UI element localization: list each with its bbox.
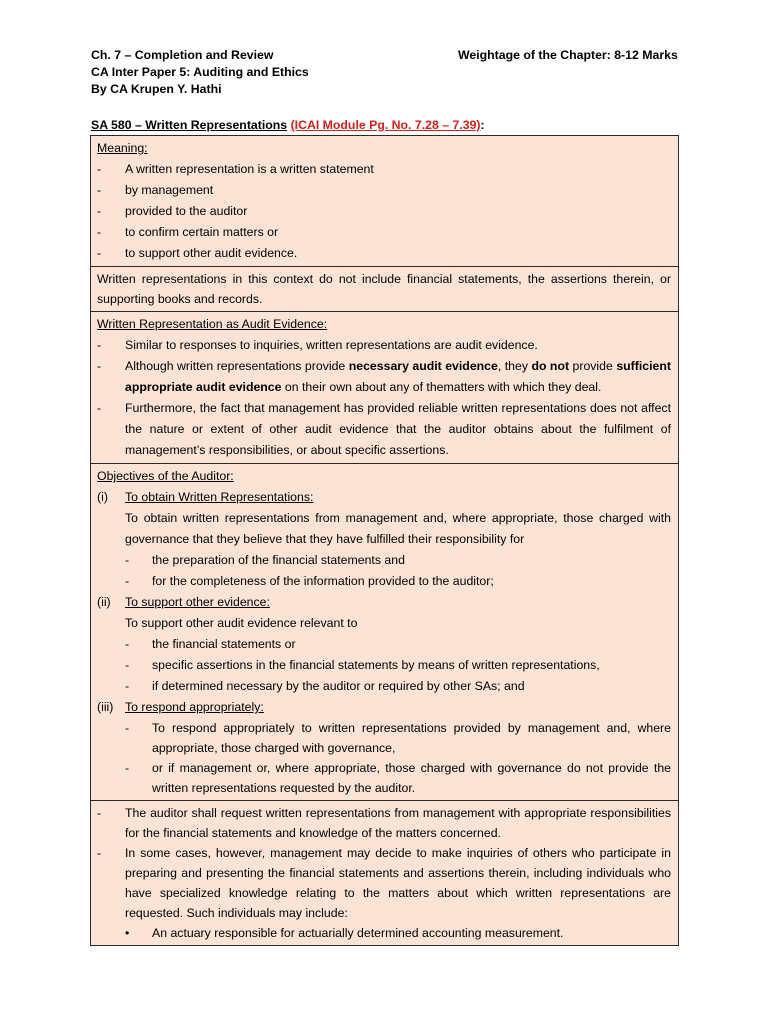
sub-item: - specific assertions in the financial statements by means of written representations,	[97, 655, 671, 676]
list-item: - provided to the auditor	[97, 201, 671, 222]
dash-marker: -	[97, 846, 102, 860]
paper-title: CA Inter Paper 5: Auditing and Ethics	[91, 65, 309, 79]
roman-numeral: (iii)	[97, 700, 114, 714]
dash-marker: -	[97, 338, 102, 352]
content-table	[90, 135, 679, 946]
section-title	[91, 117, 485, 134]
audit-evidence-heading: Written Representation as Audit Evidence:	[97, 317, 328, 331]
dash-marker: -	[97, 204, 102, 218]
author: By CA Krupen Y. Hathi	[91, 82, 222, 96]
dash-marker: -	[97, 806, 102, 820]
dash-marker: -	[97, 225, 102, 239]
objective-text: To obtain written representations from management and, where appropriate, those charged with governance that they believe that they have fulfilled their responsibility for	[125, 511, 671, 546]
dash-marker: -	[125, 574, 130, 588]
exclusion-cell	[91, 267, 679, 312]
section-title-colon: :	[480, 118, 485, 132]
audit-evidence-cell	[91, 312, 679, 464]
list-item: - In some cases, however, management may decide to make inquiries of others who participate in preparing and presenting the financial statements and assertions therein, including individuals who have specialized knowledge relating to the matters about which written representations are requested. Such individuals may include:	[97, 843, 671, 923]
dash-marker: -	[97, 401, 102, 415]
page-header-right	[458, 47, 678, 64]
objective-text: To support other audit evidence relevant to	[125, 616, 358, 630]
roman-numeral: (ii)	[97, 595, 111, 609]
meaning-row	[91, 136, 679, 267]
dash-marker: -	[125, 679, 130, 693]
sub-item: - or if management or, where appropriate, those charged with governance do not provide the written representations requested by the auditor.	[97, 758, 671, 798]
audit-evidence-row	[91, 312, 679, 464]
objectives-heading: Objectives of the Auditor:	[97, 469, 234, 483]
roman-numeral: (i)	[97, 490, 108, 504]
dash-marker: -	[125, 553, 130, 567]
sub-item: - for the completeness of the information provided to the auditor;	[97, 571, 671, 592]
objective-title: (ii) To support other evidence:	[97, 592, 671, 613]
sub-item: - To respond appropriately to written representations provided by management and, where appropriate, those charged with governance,	[97, 718, 671, 758]
objectives-row	[91, 464, 679, 801]
list-item: - by management	[97, 180, 671, 201]
request-cell	[91, 801, 679, 946]
exclusion-text: Written representations in this context do not include financial statements, the assertions therein, or supporting books and records.	[97, 272, 671, 306]
list-item: - to support other audit evidence.	[97, 243, 671, 264]
request-row	[91, 801, 679, 946]
dash-marker: -	[125, 761, 130, 775]
list-item: - Furthermore, the fact that management has provided reliable written representations does not affect the nature or extent of other audit evidence that the auditor obtains about the fulfilment of management’s responsibilities, or about specific assertions.	[97, 398, 671, 461]
list-item: - A written representation is a written statement	[97, 159, 671, 180]
dash-marker: -	[97, 246, 102, 260]
section-title-main: SA 580 – Written Representations	[91, 118, 288, 132]
dash-marker: -	[97, 183, 102, 197]
sub-item: - if determined necessary by the auditor or required by other SAs; and	[97, 676, 671, 697]
page-header-left	[91, 47, 309, 98]
list-item: - to confirm certain matters or	[97, 222, 671, 243]
dash-marker: -	[97, 359, 102, 373]
bullet-item: • An actuary responsible for actuarially determined accounting measurement.	[97, 923, 671, 943]
meaning-heading: Meaning:	[97, 141, 148, 155]
list-item: - Although written representations provide necessary audit evidence, they do not provide sufficient appropriate audit evidence on their own about any of thematters with which they deal.	[97, 356, 671, 398]
list-item: - The auditor shall request written representations from management with appropriate responsibilities for the financial statements and knowledge of the matters concerned.	[97, 803, 671, 843]
objectives-cell	[91, 464, 679, 801]
sub-item: - the financial statements or	[97, 634, 671, 655]
exclusion-row	[91, 267, 679, 312]
dash-marker: -	[125, 637, 130, 651]
module-reference: (ICAI Module Pg. No. 7.28 – 7.39)	[290, 118, 481, 132]
sub-item: - the preparation of the financial statements and	[97, 550, 671, 571]
bullet-marker: •	[125, 926, 130, 940]
chapter-weightage: Weightage of the Chapter: 8-12 Marks	[458, 48, 678, 62]
meaning-cell	[91, 136, 679, 267]
dash-marker: -	[125, 721, 130, 735]
chapter-title: Ch. 7 – Completion and Review	[91, 48, 274, 62]
objective-title: (iii) To respond appropriately:	[97, 697, 671, 718]
objective-title: (i) To obtain Written Representations:	[97, 487, 671, 508]
dash-marker: -	[97, 162, 102, 176]
dash-marker: -	[125, 658, 130, 672]
list-item: - Similar to responses to inquiries, written representations are audit evidence.	[97, 335, 671, 356]
